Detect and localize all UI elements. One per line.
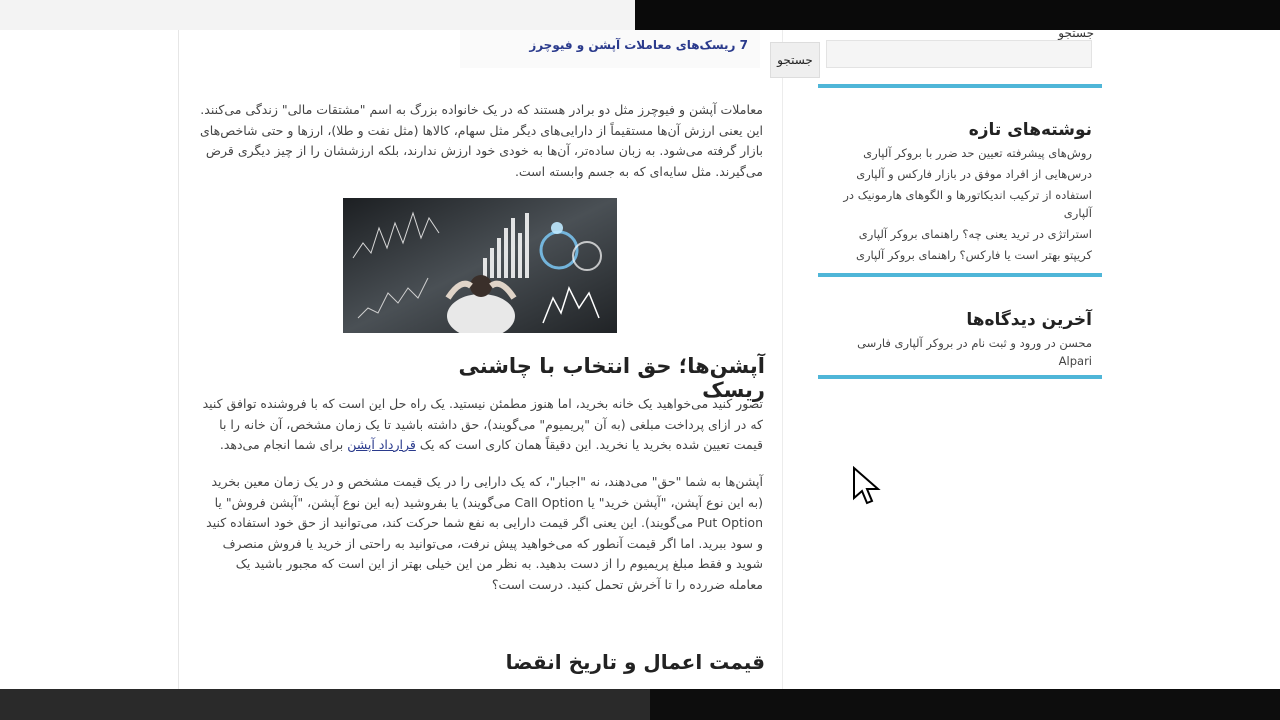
toc-link-risks[interactable]: 7 ریسک‌های معاملات آپشن و فیوچرز [529,38,748,52]
section-heading-strike-expiry: قیمت اعمال و تاریخ انقضا [505,650,765,674]
widget-divider [818,273,1102,277]
recent-post-link[interactable]: درس‌هایی از افراد موفق در بازار فارکس و آلپاری [856,167,1092,181]
option-contract-link[interactable]: قرارداد آپشن [347,437,416,452]
recent-post-link[interactable]: استفاده از ترکیب اندیکاتورها و الگوهای هارمونیک در آلپاری [843,188,1092,220]
recent-post-link[interactable]: روش‌های پیشرفته تعیین حد ضرر با بروکر آلپاری [863,146,1092,160]
intro-paragraph: معاملات آپشن و فیوچرز مثل دو برادر هستند که در یک خانواده بزرگ به اسم "مشتقات مالی" زندگی می‌کنند. این یعنی ارزش آن‌ها مستقیماً از دارایی‌های دیگر مثل سهام، کالاها (مثل نفت و طلا)، ارزها و حتی شاخص‌های بازار گرفته می‌شود. به زبان ساده‌تر، آن‌ها به خودی خود ارزش ندارند، بلکه ارزششان را از چیز دیگری قرض می‌گیرند. مثل سایه‌ای که به جسم وابسته است. [200,102,763,179]
options-paragraph [200,394,763,456]
recent-comment-link[interactable]: محسن در ورود و ثبت نام در بروکر آلپاری فارسی Alpari [857,336,1092,368]
recent-comments-widget [818,310,1102,373]
article-hero-image [343,198,617,333]
section-heading-options: آپشن‌ها؛ حق انتخاب با چاشنی ریسک [458,354,765,402]
call-put-paragraph: آپشن‌ها به شما "حق" می‌دهند، نه "اجبار"، که یک دارایی را در یک قیمت مشخص و در یک زمان معین بخرید (به این نوع آپشن، "آپشن خرید" یا Call Option می‌گویند) یا بفروشید (به این نوع آپشن، "آپشن فروش" یا Put Option می‌گویند). این یعنی اگر قیمت دارایی به نفع شما حرکت کند، می‌توانید از حق خود استفاده کنید و سود ببرید. اما اگر قیمت آنطور که می‌خواهید پیش نرفت، می‌توانید به راحتی از خرید یا فروش منصرف شوید و فقط مبلغ پریمیوم را از دست بدهید. به نظر من این خیلی بهتر از این است که مجبور باشید یک معامله ضررده را تا آخرش تحمل کنید. درست است؟ [206,474,763,592]
recent-comments-title: آخرین دیدگاه‌ها [966,310,1092,330]
recent-post-link[interactable]: کریپتو بهتر است یا فارکس؟ راهنمای بروکر آلپاری [855,248,1092,262]
trading-chart-illustration [343,198,617,333]
table-of-contents [460,30,760,68]
search-label: جستجو [1058,26,1094,40]
screen-top-bar [635,0,1280,30]
search-button[interactable]: جستجو [770,42,820,78]
widget-divider [818,375,1102,379]
browser-top-strip [0,0,635,30]
recent-post-link[interactable]: استراتژی در ترید یعنی چه؟ راهنمای بروکر آلپاری [858,227,1092,241]
content-divider [782,30,783,689]
recent-posts-list [828,144,1092,264]
search-input[interactable] [826,40,1092,68]
recent-posts-title: نوشته‌های تازه [968,120,1092,140]
mouse-cursor-icon [852,466,882,506]
widget-divider [818,84,1102,88]
recent-comments-list [828,334,1092,370]
page-left-border [178,30,179,689]
recent-posts-widget [818,120,1102,267]
options-paragraph-text-end: برای شما انجام می‌دهد. [219,437,348,452]
screen-bottom-bar-left [0,689,650,720]
options-paragraph-text: تصور کنید می‌خواهید یک خانه بخرید، اما هنوز مطمئن نیستید. یک راه حل این است که با فروشنده توافق کنید که در ازای پرداخت مبلغی (به آن "پریمیوم" می‌گویند)، حق داشته باشید تا یک زمان مشخص، آن خانه را با قیمت تعیین شده بخرید یا نخرید. این دقیقاً همان کاری است که یک [202,396,763,452]
